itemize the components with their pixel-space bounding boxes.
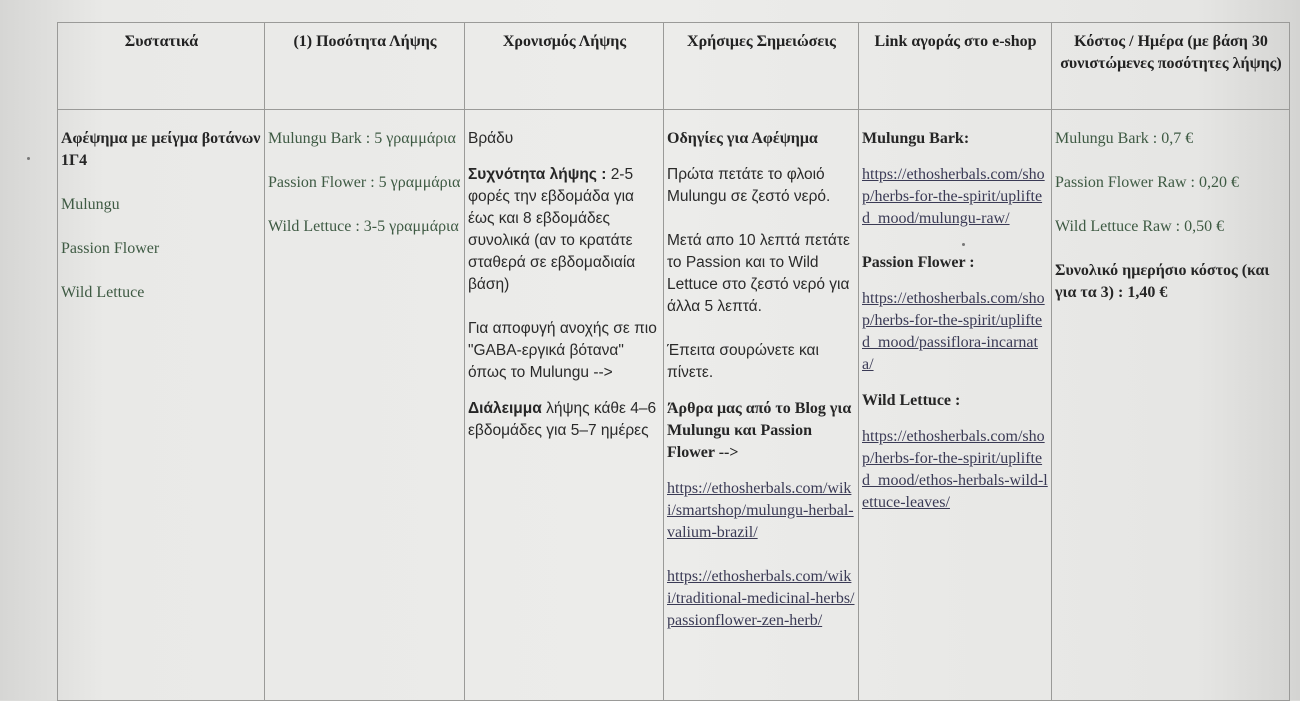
ingredient-item: Wild Lettuce bbox=[61, 284, 145, 301]
shop-label-mulungu: Mulungu Bark: bbox=[862, 130, 970, 147]
shop-link-cell bbox=[859, 110, 1052, 701]
header-cost: Κόστος / Ημέρα (με βάση 30 συνιστώμενες ποσότητες λήψης) bbox=[1052, 23, 1290, 110]
notes-title: Οδηγίες για Αφέψημα bbox=[667, 130, 818, 147]
break-text: λήψης κάθε 4–6 εβδομάδες για 5–7 ημέρες bbox=[468, 400, 657, 439]
ingredient-item: Mulungu bbox=[61, 196, 120, 213]
notes-step: Πρώτα πετάτε το φλοιό Mulungu σε ζεστό νερό. bbox=[667, 166, 831, 205]
quantity-item: Passion Flower : 5 γραμμάρια bbox=[268, 174, 461, 191]
header-ingredients: Συστατικά bbox=[58, 23, 265, 110]
shop-link-passion[interactable]: https://ethosherbals.com/shop/herbs-for-the-spirit/uplifted_mood/passiflora-incarnata/ bbox=[862, 290, 1045, 373]
ingredient-item: Passion Flower bbox=[61, 240, 160, 257]
quantity-cell bbox=[265, 110, 465, 701]
frequency-text: 2-5 φορές την εβδομάδα για έως και 8 εβδομάδες συνολικά (αν το κρατάτε σταθερά σε εβδομαδιαία βάση) bbox=[468, 166, 636, 293]
header-notes: Χρήσιμες Σημειώσεις bbox=[664, 23, 859, 110]
cost-item: Passion Flower Raw : 0,20 € bbox=[1055, 174, 1239, 191]
frequency-label: Συχνότητα λήψης : bbox=[468, 166, 607, 183]
quantity-item: Mulungu Bark : 5 γραμμάρια bbox=[268, 130, 456, 147]
blog-link-mulungu[interactable]: https://ethosherbals.com/wiki/smartshop/mulungu-herbal-valium-brazil/ bbox=[667, 480, 854, 541]
cost-total: Συνολικό ημερήσιο κόστος (και για τα 3) : 1,40 € bbox=[1055, 262, 1270, 301]
timing-when: Βράδυ bbox=[468, 130, 514, 147]
header-shop-link: Link αγοράς στο e-shop bbox=[859, 23, 1052, 110]
speck bbox=[27, 157, 30, 160]
quantity-item: Wild Lettuce : 3-5 γραμμάρια bbox=[268, 218, 459, 235]
notes-cell bbox=[664, 110, 859, 701]
timing-break bbox=[468, 398, 661, 442]
shop-label-lettuce: Wild Lettuce : bbox=[862, 392, 961, 409]
timing-cell bbox=[465, 110, 664, 701]
blog-link-passionflower[interactable]: https://ethosherbals.com/wiki/traditional-medicinal-herbs/passionflower-zen-herb/ bbox=[667, 568, 855, 629]
cost-item: Wild Lettuce Raw : 0,50 € bbox=[1055, 218, 1225, 235]
cost-item: Mulungu Bark : 0,7 € bbox=[1055, 130, 1194, 147]
cost-cell bbox=[1052, 110, 1290, 701]
ingredients-title: Αφέψημα με μείγμα βοτάνων 1Γ4 bbox=[61, 130, 261, 169]
timing-tolerance: Για αποφυγή ανοχής σε πιο "GABA-εργικά βότανα" όπως το Mulungu --> bbox=[468, 320, 657, 381]
ingredients-cell bbox=[58, 110, 265, 701]
herbal-table bbox=[57, 22, 1290, 701]
notes-step: Έπειτα σουρώνετε και πίνετε. bbox=[667, 342, 819, 381]
notes-step: Μετά απο 10 λεπτά πετάτε το Passion και το Wild Lettuce στο ζεστό νερό για άλλα 5 λεπτά. bbox=[667, 232, 850, 315]
header-timing: Χρονισμός Λήψης bbox=[465, 23, 664, 110]
break-label: Διάλειμμα bbox=[468, 400, 542, 417]
header-row bbox=[58, 23, 1290, 110]
blog-title: Άρθρα μας από το Blog για Mulungu και Passion Flower --> bbox=[667, 400, 852, 461]
shop-link-lettuce[interactable]: https://ethosherbals.com/shop/herbs-for-the-spirit/uplifted_mood/ethos-herbals-wild-lettuce-leaves/ bbox=[862, 428, 1048, 511]
timing-frequency bbox=[468, 164, 661, 296]
header-quantity: (1) Ποσότητα Λήψης bbox=[265, 23, 465, 110]
shop-link-mulungu[interactable]: https://ethosherbals.com/shop/herbs-for-the-spirit/uplifted_mood/mulungu-raw/ bbox=[862, 166, 1045, 227]
shop-label-passion: Passion Flower : bbox=[862, 254, 975, 271]
body-row bbox=[58, 110, 1290, 701]
